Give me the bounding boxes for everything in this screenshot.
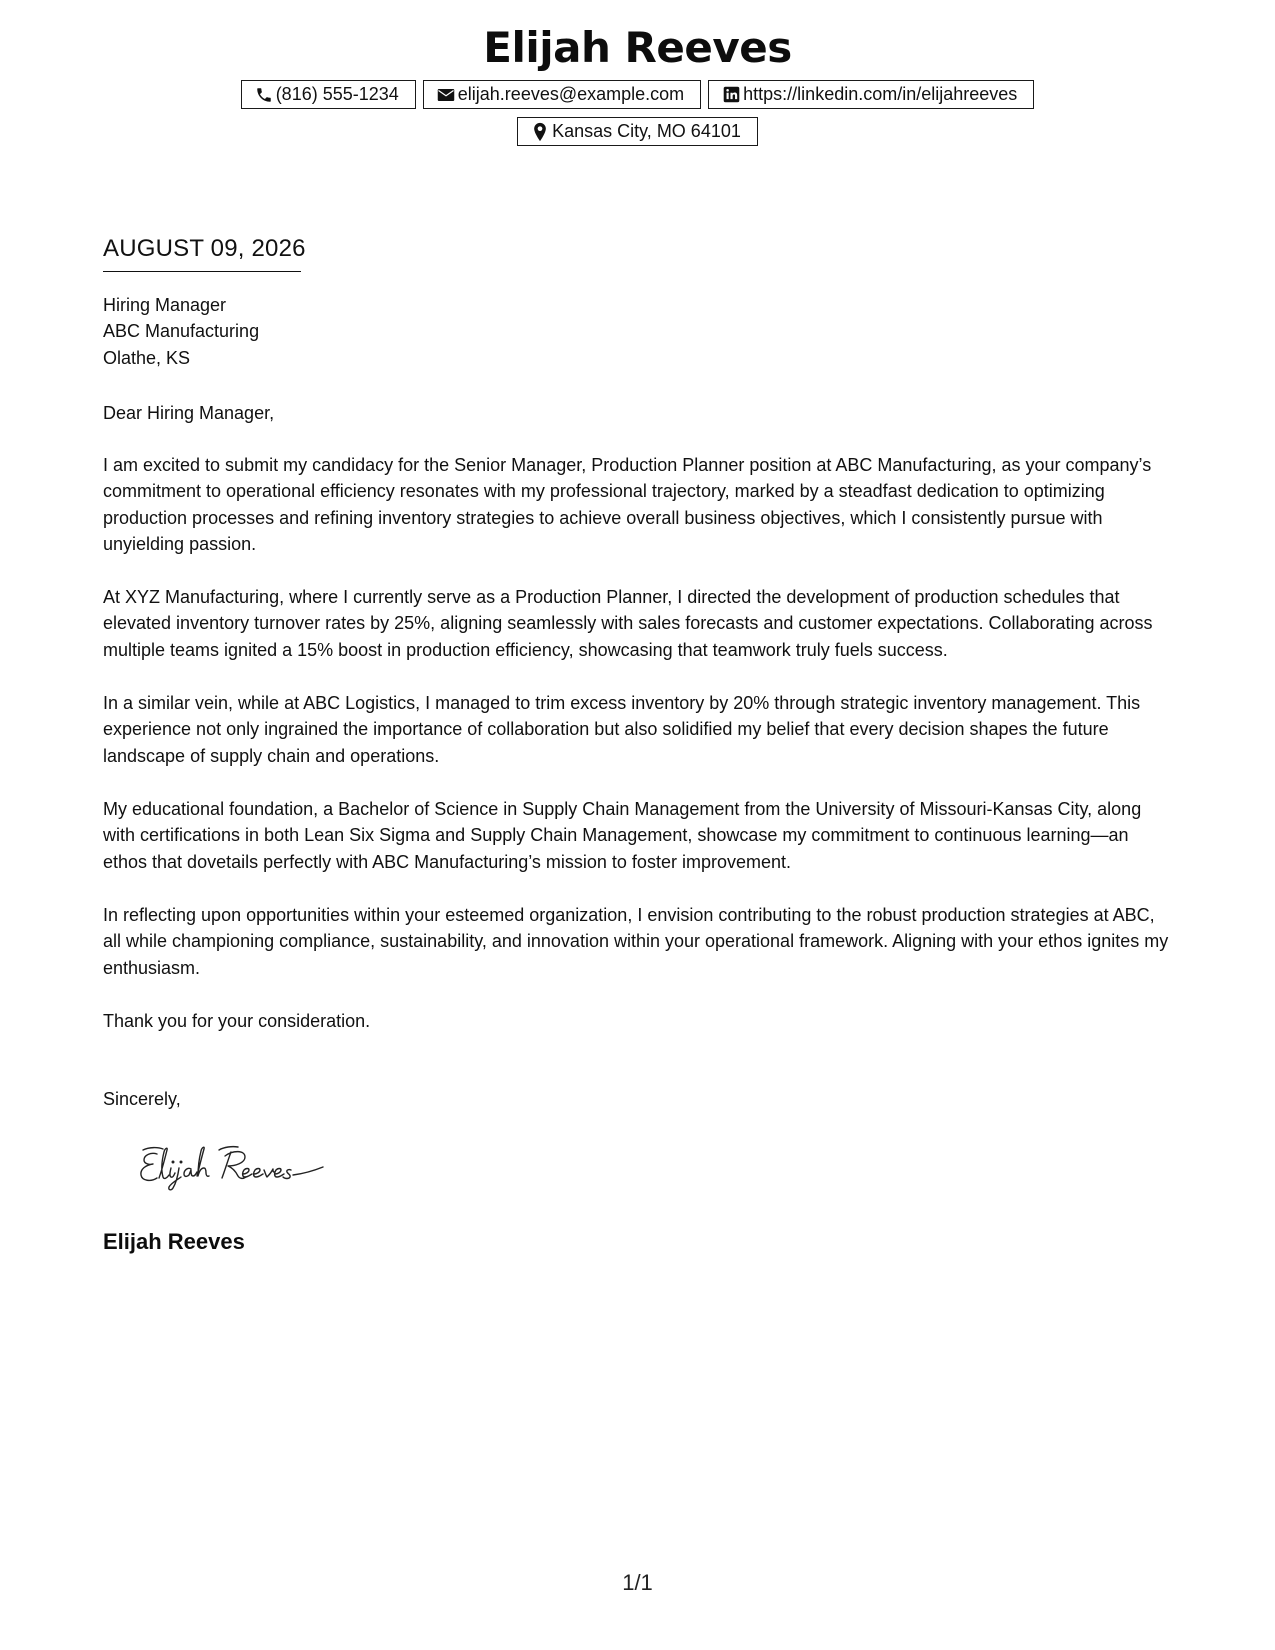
contact-email[interactable]	[423, 80, 701, 109]
envelope-icon	[436, 85, 456, 105]
linkedin-icon	[721, 85, 741, 105]
closing-line: Sincerely,	[103, 1089, 181, 1109]
phone-icon	[254, 85, 274, 105]
contact-linkedin[interactable]	[708, 80, 1034, 109]
body-paragraph-5: In reflecting upon opportunities within your esteemed organization, I envision contributing to the robust production strategies at ABC, all while championing compliance, sustainability, and innovation within your operational framework. Aligning with your ethos ignites my enthusiasm.	[103, 905, 1169, 978]
map-marker-icon	[530, 122, 550, 142]
page-indicator: 1/1	[622, 1570, 653, 1595]
contact-row-secondary	[0, 117, 1275, 146]
date-underline	[103, 271, 301, 272]
body-paragraph-4: My educational foundation, a Bachelor of Science in Supply Chain Management from the University of Missouri-Kansas City, along with certifications in both Lean Six Sigma and Supply Chain Management, showcase my commitment to continuous learning—an ethos that dovetails perfectly with ABC Manufacturing’s mission to foster improvement.	[103, 799, 1142, 872]
body-paragraph-1: I am excited to submit my candidacy for the Senior Manager, Production Planner position at ABC Manufacturing, as your company’s commitment to operational efficiency resonates with my professional trajectory, marked by a steadfast dedication to optimizing production processes and refining inventory strategies to achieve overall business objectives, which I consistently pursue with unyielding passion.	[103, 455, 1152, 555]
contact-row-primary	[0, 80, 1275, 109]
applicant-name: Elijah Reeves	[483, 23, 792, 72]
contact-phone	[241, 80, 416, 109]
contact-phone-text: (816) 555-1234	[275, 84, 399, 104]
salutation: Dear Hiring Manager,	[103, 403, 275, 423]
contact-location-text: Kansas City, MO 64101	[552, 121, 741, 141]
recipient-location: Olathe, KS	[103, 347, 191, 368]
contact-email-text: elijah.reeves@example.com	[457, 84, 685, 104]
contact-location	[517, 117, 758, 146]
thank-you-line: Thank you for your consideration.	[103, 1011, 371, 1031]
signer-name: Elijah Reeves	[103, 1229, 245, 1254]
recipient-address	[103, 292, 1173, 371]
body-paragraph-3: In a similar vein, while at ABC Logistics, I managed to trim excess inventory by 20% through strategic inventory management. This experience not only ingrained the importance of collaboration but also solidified my belief that every decision shapes the future landscape of supply chain and operations.	[103, 693, 1141, 766]
recipient-title: Hiring Manager	[103, 295, 227, 315]
letter-date: AUGUST 09, 2026	[103, 235, 306, 262]
handwritten-signature	[135, 1140, 335, 1200]
body-paragraph-2: At XYZ Manufacturing, where I currently serve as a Production Planner, I directed the development of production schedules that elevated inventory turnover rates by 25%, aligning seamlessly with sales forecasts and customer expectations. Collaborating across multiple teams ignited a 15% boost in production efficiency, showcasing that teamwork truly fuels success.	[103, 587, 1153, 660]
recipient-company: ABC Manufacturing	[103, 321, 260, 342]
contact-linkedin-text: https://linkedin.com/in/elijahreeves	[743, 84, 1018, 104]
